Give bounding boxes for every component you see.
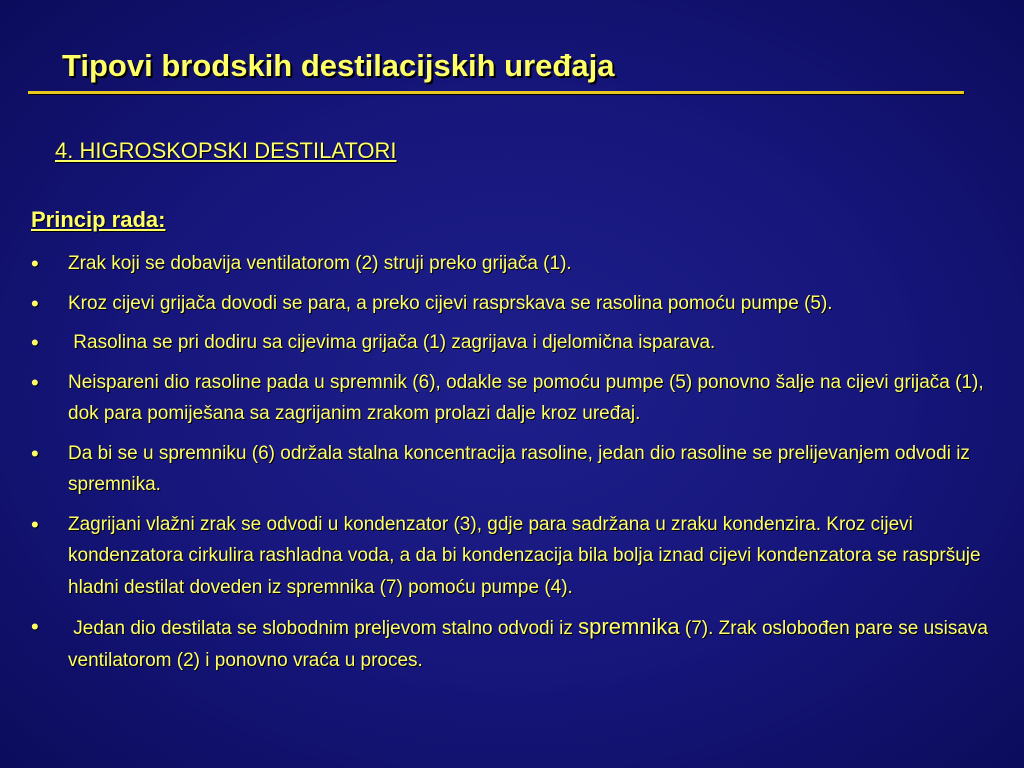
bullet-text: Zagrijani vlažni zrak se odvodi u kondenzator (3), gdje para sadržana u zraku kondenzira. Kroz cijevi kondenzatora cirkulira rashladna voda, a da bi kondenzacija bila bolja iznad cijevi kondenzatora se raspršuje hladni destilat doveden iz spremnika (7) pomoću pumpe (4).	[68, 513, 981, 598]
bullet-text: Zrak koji se dobavija ventilatorom (2) struji preko grijača (1).	[68, 253, 572, 274]
bullet-icon: •	[31, 369, 39, 395]
slide-title: Tipovi brodskih destilacijskih uređaja	[62, 48, 615, 83]
principle-heading: Princip rada:	[31, 207, 166, 232]
bullet-item	[31, 611, 1001, 676]
bullet-icon: •	[31, 440, 39, 466]
bullet-item	[31, 438, 1001, 501]
bullet-icon: •	[31, 290, 39, 316]
section-subtitle: 4. HIGROSKOPSKI DESTILATORI	[55, 138, 397, 163]
bullet-text	[68, 611, 1001, 676]
bullet-icon: •	[31, 614, 39, 639]
bullet-item	[31, 367, 1001, 430]
bullet-text: Kroz cijevi grijača dovodi se para, a preko cijevi rasprskava se rasolina pomoću pumpe (5).	[68, 292, 833, 314]
bullet-text: Da bi se u spremniku (6) održala stalna koncentracija rasoline, jedan dio rasoline se prelijevanjem odvodi iz spremnika.	[68, 442, 970, 495]
title-divider	[28, 91, 964, 94]
bullet-list	[31, 248, 1001, 684]
bullet-item	[31, 248, 1001, 280]
bullet-item	[31, 509, 1001, 604]
bullet-text-part: (7). Zrak oslobođen pare se usisava ventilatorom (2) i ponovno vraća u proces.	[68, 618, 989, 671]
bullet-text-emphasis: spremnika	[578, 614, 680, 639]
bullet-icon: •	[31, 251, 39, 276]
bullet-text-part: Jedan dio destilata se slobodnim preljevom stalno odvodi iz	[68, 618, 579, 639]
bullet-text: Rasolina se pri dodiru sa cijevima grijača (1) zagrijava i djelomična isparava.	[68, 332, 716, 353]
bullet-item	[31, 327, 1001, 359]
bullet-icon: •	[31, 511, 39, 537]
bullet-text: Neispareni dio rasoline pada u spremnik (6), odakle se pomoću pumpe (5) ponovno šalje na cijevi grijača (1), dok para pomiješana sa zagrijanim zrakom prolazi dalje kroz uređaj.	[68, 371, 984, 424]
bullet-item	[31, 288, 1001, 320]
bullet-icon: •	[31, 330, 39, 355]
